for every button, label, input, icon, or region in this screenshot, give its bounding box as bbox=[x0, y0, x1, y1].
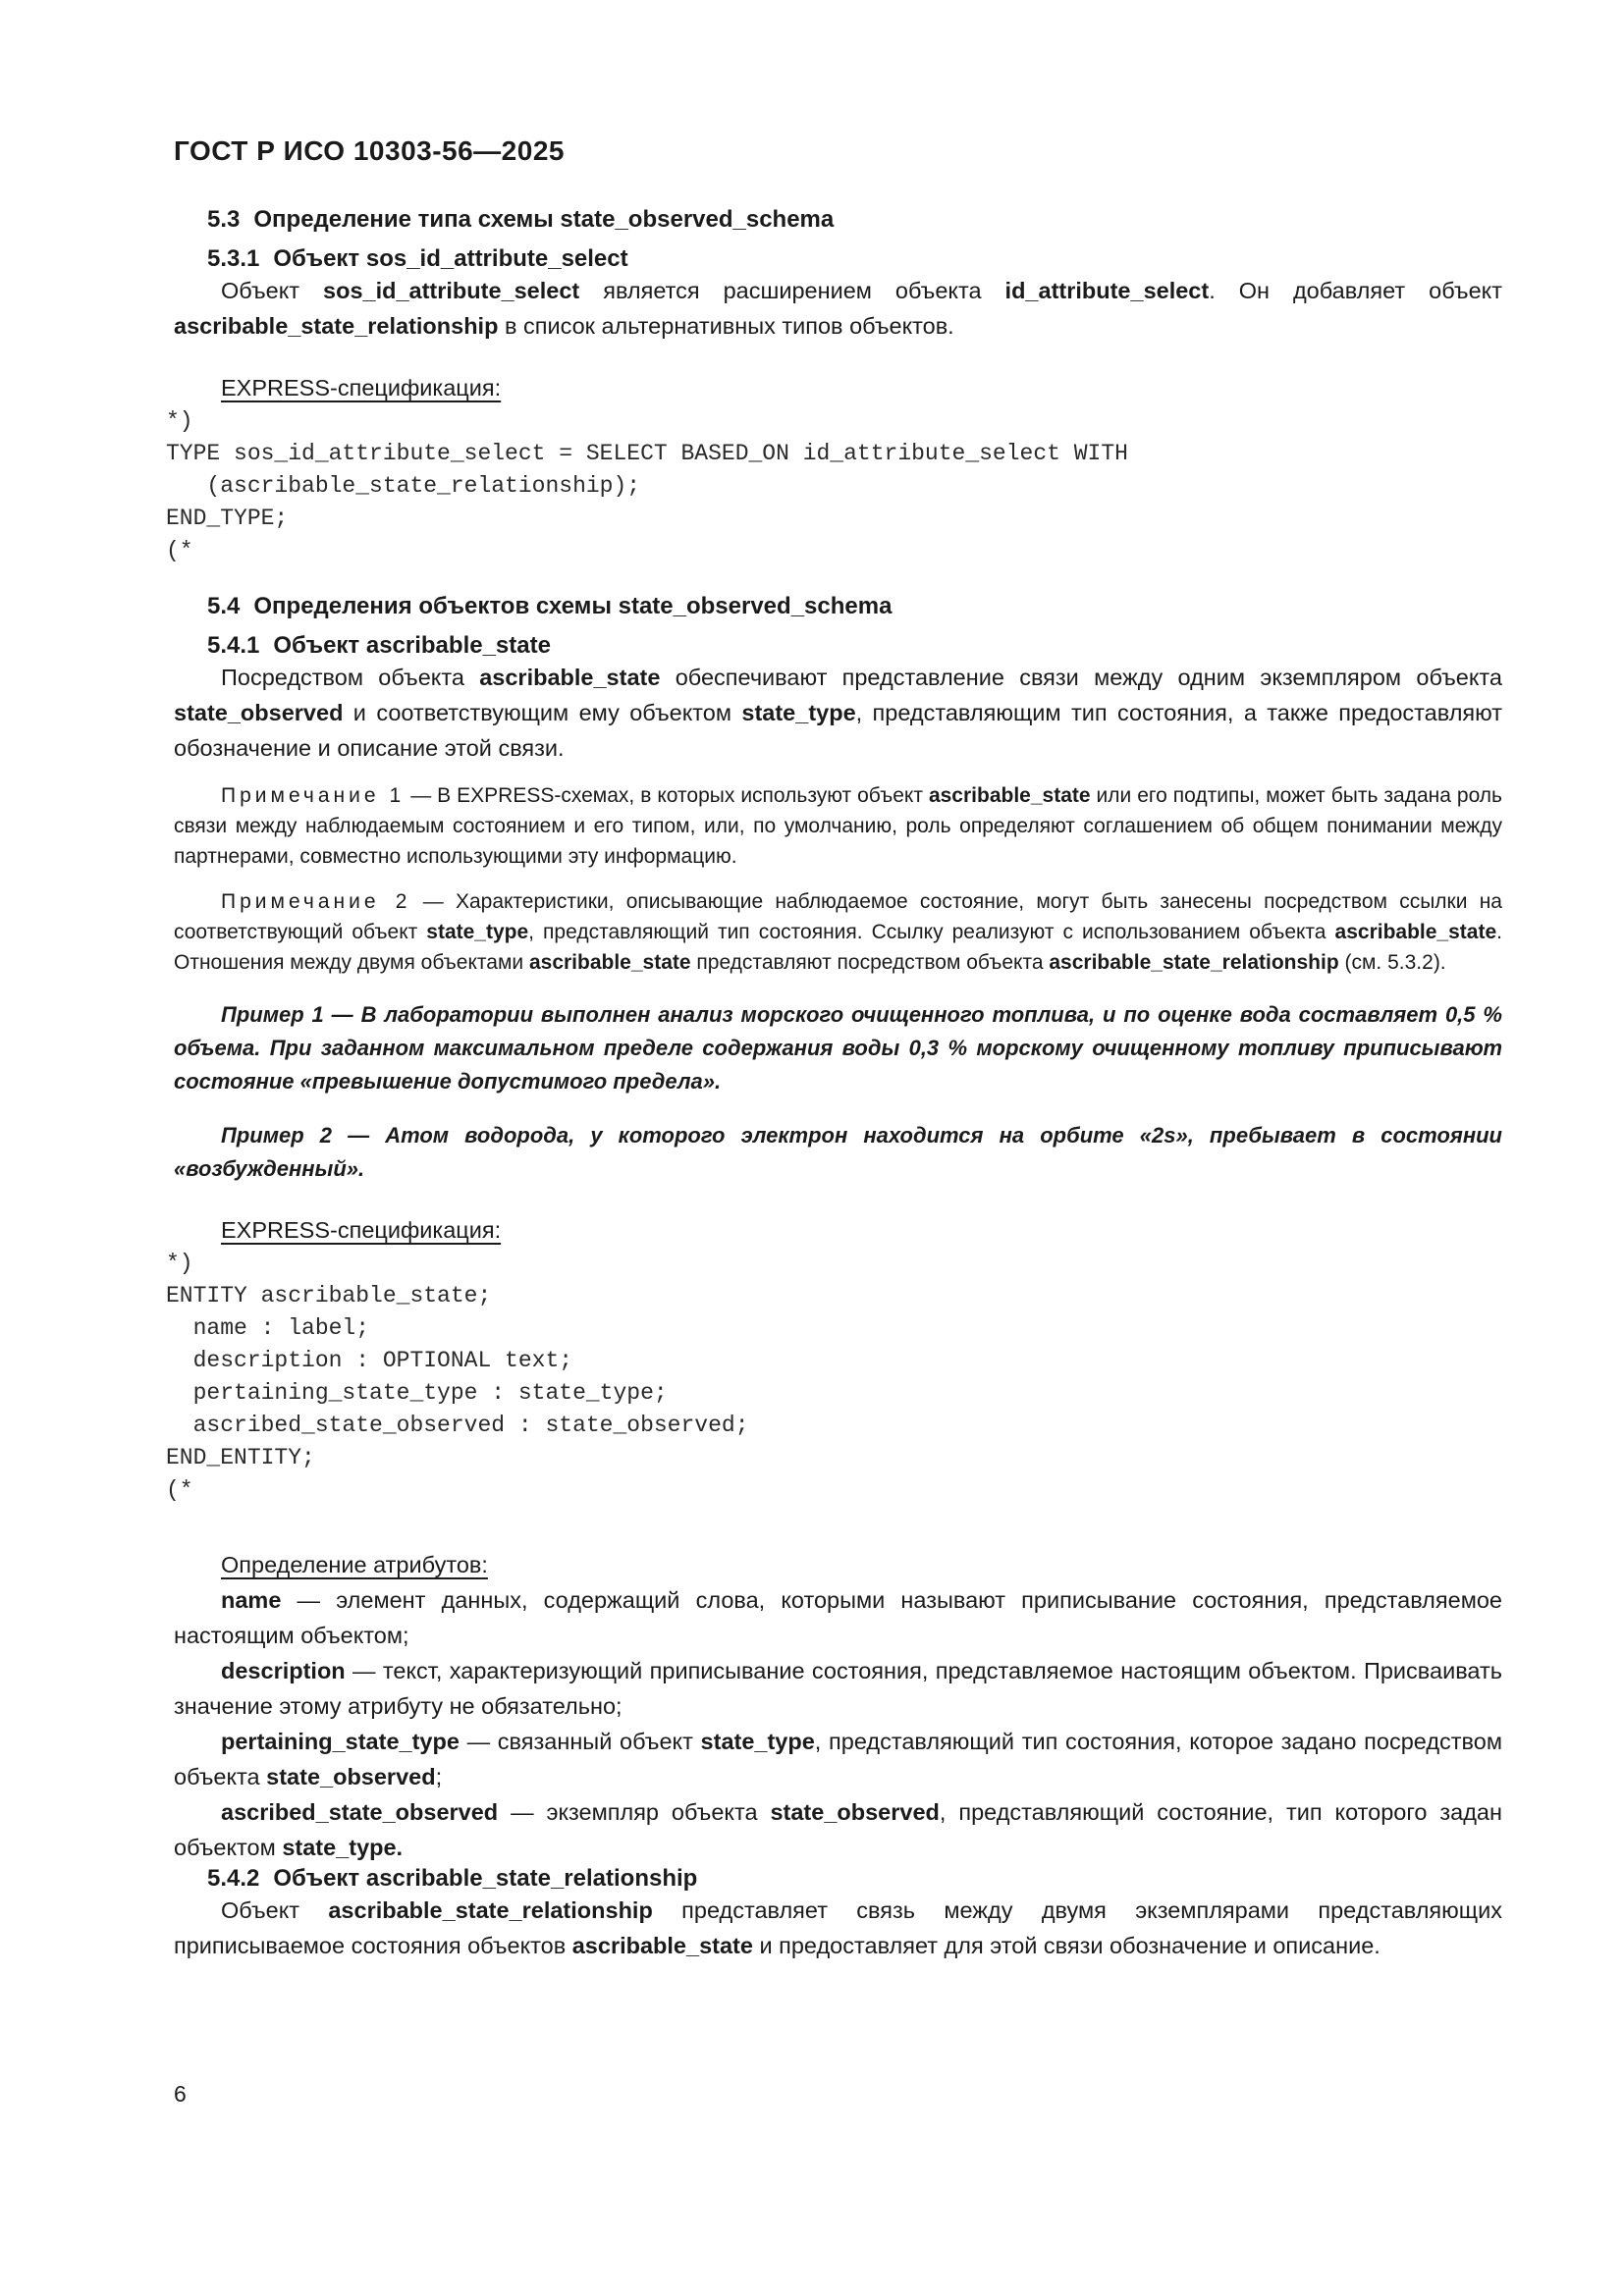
section-number: 5.3.1 bbox=[207, 245, 260, 272]
express-spec-heading bbox=[174, 1217, 1502, 1244]
example-paragraph bbox=[174, 998, 1502, 1098]
code-line: pertaining_state_type : state_type; bbox=[166, 1380, 668, 1406]
text-run: представляют посредством объекта bbox=[690, 951, 1050, 974]
example-paragraph bbox=[174, 1119, 1502, 1186]
code-line: END_ENTITY; bbox=[166, 1445, 315, 1470]
text-run: Пример 2 — Атом водорода, у которого электрон находится на орбите «2s», пребывает в состоянии «возбужденный». bbox=[174, 1123, 1502, 1181]
note-paragraph bbox=[174, 780, 1502, 872]
body-paragraph bbox=[174, 1653, 1502, 1724]
section-number: 5.4 bbox=[207, 593, 241, 619]
code-line: *) bbox=[166, 408, 193, 434]
code-line: name : label; bbox=[166, 1315, 370, 1341]
term-text-run: pertaining_state_type bbox=[221, 1729, 460, 1754]
text-run: и предоставляет для этой связи обозначение и описание. bbox=[752, 1933, 1380, 1958]
text-run: в список альтернативных типов объектов. bbox=[498, 313, 954, 339]
text-run: Посредством объекта bbox=[221, 665, 480, 690]
text-run: , представляющий тип состояния. Ссылку реализуют с использованием объекта bbox=[528, 921, 1335, 943]
text-run: является расширением объекта bbox=[579, 278, 1005, 303]
term-text-run: ascribable_state bbox=[479, 665, 661, 690]
text-run: (см. 5.3.2). bbox=[1338, 951, 1446, 974]
text-run: — элемент данных, содержащий слова, которыми называют приписывание состояния, представляемое настоящим объектом; bbox=[174, 1587, 1502, 1648]
section-title: Объект sos_id_attribute_select bbox=[273, 245, 628, 272]
express-spec-heading bbox=[174, 375, 1502, 401]
text-run: Объект bbox=[221, 1897, 329, 1923]
code-line: *) bbox=[166, 1251, 193, 1276]
text-run: — связанный объект bbox=[459, 1729, 701, 1754]
text-run: , представляющий тип состояния, которое задано посредством объекта bbox=[174, 1729, 1502, 1789]
term-text-run: ascribable_state_relationship bbox=[328, 1897, 653, 1923]
term-text-run: state_type bbox=[700, 1729, 815, 1754]
text-run: , представляющий состояние, тип которого задан объектом bbox=[174, 1799, 1502, 1860]
code-line: (* bbox=[166, 538, 193, 563]
text-run: . Он добавляет объект bbox=[1209, 278, 1502, 303]
body-paragraph bbox=[174, 1724, 1502, 1794]
term-text-run: state_type bbox=[426, 921, 529, 943]
text-run: , представляющим тип состояния, а также предоставляют обозначение и описание этой связи. bbox=[174, 700, 1503, 761]
code-line: description : OPTIONAL text; bbox=[166, 1348, 573, 1373]
term-text-run: state_observed bbox=[266, 1764, 436, 1789]
body-paragraph bbox=[174, 1794, 1502, 1865]
code-line: TYPE sos_id_attribute_select = SELECT BASED_ON id_attribute_select WITH bbox=[166, 441, 1128, 466]
text-run: — текст, характеризующий приписывание состояния, представляемое настоящим объектом. Присваивать значение этому атрибуту не обязательно; bbox=[174, 1658, 1502, 1719]
term-text-run: description bbox=[221, 1658, 346, 1683]
underlined-heading-text: EXPRESS-спецификация: bbox=[221, 1217, 502, 1243]
underlined-heading-text: EXPRESS-спецификация: bbox=[221, 375, 502, 400]
body-paragraph bbox=[174, 660, 1502, 766]
code-line: (ascribable_state_relationship); bbox=[166, 473, 641, 499]
code-line: ENTITY ascribable_state; bbox=[166, 1283, 492, 1308]
subsection-heading bbox=[174, 245, 1502, 273]
section-title: Определение типа схемы state_observed_schema bbox=[253, 206, 835, 233]
text-run: ; bbox=[435, 1764, 443, 1789]
underlined-heading-text: Определение атрибутов: bbox=[221, 1552, 488, 1577]
express-code-block bbox=[166, 405, 1502, 567]
text-run: представляет связь между двумя экземплярами представляющих приписываемое состояния объектов bbox=[174, 1897, 1502, 1958]
term-text-run: state_observed bbox=[770, 1799, 940, 1825]
body-paragraph bbox=[174, 1582, 1502, 1653]
text-run: — В EXPRESS-схемах, в которых используют объект bbox=[405, 784, 929, 807]
section-title: Определения объектов схемы state_observed_schema bbox=[253, 593, 893, 619]
code-line: (* bbox=[166, 1477, 193, 1503]
term-text-run: sos_id_attribute_select bbox=[323, 278, 580, 303]
section-number: 5.3 bbox=[207, 206, 241, 233]
term-text-run: state_observed bbox=[174, 700, 344, 725]
section-number: 5.4.2 bbox=[207, 1865, 260, 1892]
section-number: 5.4.1 bbox=[207, 632, 260, 659]
document-body bbox=[166, 206, 1503, 1963]
text-run: . Отношения между двумя объектами bbox=[174, 921, 1502, 974]
text-run: — Характеристики, описывающие наблюдаемое состояние, могут быть занесены посредством ссылки на соответствующий объект bbox=[174, 890, 1502, 943]
document-header: ГОСТ Р ИСО 10303-56—2025 bbox=[174, 135, 565, 166]
term-text-run: state_type. bbox=[282, 1835, 404, 1860]
text-run: — экземпляр объекта bbox=[498, 1799, 771, 1825]
term-text-run: ascribable_state bbox=[528, 951, 691, 974]
term-text-run: state_type bbox=[741, 700, 856, 725]
term-text-run: id_attribute_select bbox=[1004, 278, 1210, 303]
text-run: Примечание 2 bbox=[221, 890, 411, 913]
text-run: Пример 1 — В лаборатории выполнен анализ морского очищенного топлива, и по оценке вода составляет 0,5 % объема. При заданном максимальном пределе содержания воды 0,3 % морскому очищенному топливу приписывают состояние «превышение допустимого предела». bbox=[174, 1002, 1502, 1094]
section-heading bbox=[174, 206, 1502, 234]
code-line: END_TYPE; bbox=[166, 506, 289, 531]
section-heading bbox=[174, 593, 1502, 620]
term-text-run: ascribable_state bbox=[571, 1933, 753, 1958]
term-text-run: ascribable_state bbox=[928, 784, 1091, 807]
note-paragraph bbox=[174, 886, 1502, 978]
section-title: Объект ascribable_state_relationship bbox=[273, 1865, 698, 1892]
term-text-run: ascribable_state bbox=[1334, 921, 1497, 943]
term-text-run: ascribed_state_observed bbox=[221, 1799, 499, 1825]
body-paragraph bbox=[174, 1893, 1502, 1963]
code-line: ascribed_state_observed : state_observed; bbox=[166, 1413, 749, 1438]
term-text-run: name bbox=[221, 1587, 282, 1613]
text-run: обеспечивают представление связи между одним экземпляром объекта bbox=[660, 665, 1502, 690]
text-run: Объект bbox=[221, 278, 324, 303]
text-run: или его подтипы, может быть задана роль связи между наблюдаемым состоянием и его типом, или, по умолчанию, роль определяют соглашением об общем понимании между партнерами, совместно использующими эту информацию. bbox=[174, 784, 1502, 868]
subsection-heading bbox=[174, 632, 1502, 660]
term-text-run: ascribable_state_relationship bbox=[1049, 951, 1339, 974]
subsection-heading bbox=[174, 1865, 1502, 1893]
text-run: Примечание 1 bbox=[221, 784, 406, 807]
body-paragraph bbox=[174, 273, 1502, 344]
text-run: и соответствующим ему объектом bbox=[343, 700, 742, 725]
term-text-run: ascribable_state_relationship bbox=[174, 313, 499, 339]
section-title: Объект ascribable_state bbox=[273, 632, 551, 659]
attribute-definitions-heading bbox=[174, 1552, 1502, 1578]
page-number: 6 bbox=[174, 2081, 187, 2107]
express-code-block bbox=[166, 1248, 1502, 1507]
